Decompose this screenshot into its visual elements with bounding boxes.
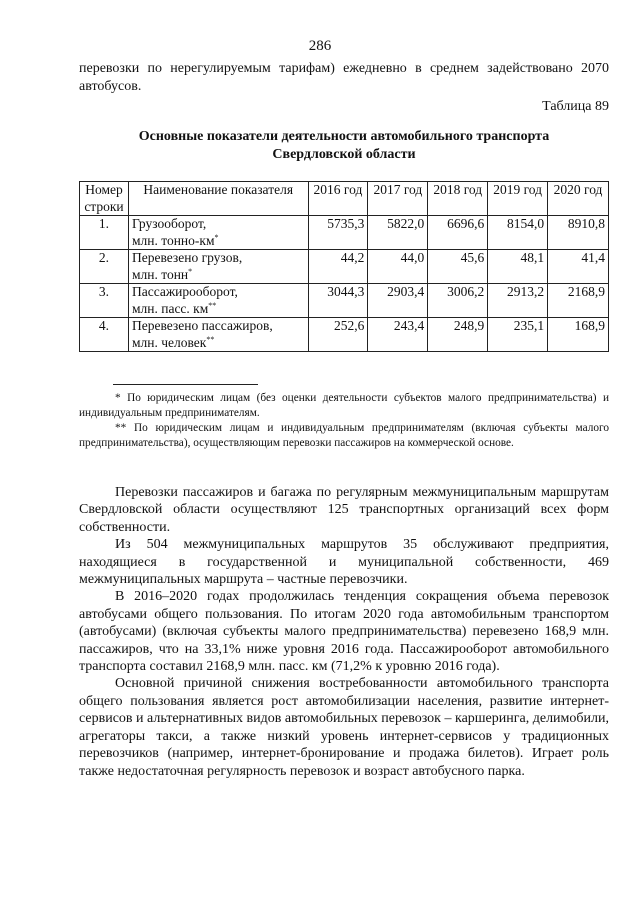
footnote-2: ** По юридическим лицам и индивидуальным предпринимателям (включая субъекты малого предпринимательства), осуществляющим перевозки пассажиров на коммерческой основе. (79, 422, 609, 449)
table-row (80, 216, 609, 250)
indicator-name-cell (128, 318, 308, 352)
value-cell: 44,0 (368, 250, 428, 284)
body-paragraph: В 2016–2020 годах продолжилась тенденция сокращения объема перевозок автобусами общего пользования. По итогам 2020 года автомобильным транспортом (автобусами) (включая субъекты малого предпринимательства) перевезено 168,9 млн. пассажиров, что на 33,1% ниже уровня 2016 года. Пассажирооборот автомобильного транспорта составил 2168,9 млн. пасс. км (71,2% к уровню 2016 года). (79, 589, 609, 675)
value-cell: 6696,6 (428, 216, 488, 250)
table-title (79, 128, 609, 164)
indicator-unit-line (132, 335, 305, 352)
value-cell: 2168,9 (548, 284, 609, 318)
header-year: 2016 год (308, 182, 368, 216)
body-paragraph: Из 504 межмуниципальных маршрутов 35 обслуживают предприятия, находящиеся в государственной и муниципальной собственности, 469 межмуниципальных маршрута – частные перевозчики. (79, 537, 609, 588)
row-number-cell: 2. (80, 250, 129, 284)
table-title-line-2: Свердловской области (272, 147, 416, 162)
header-year: 2017 год (368, 182, 428, 216)
indicator-name-cell (128, 216, 308, 250)
value-cell: 2913,2 (488, 284, 548, 318)
indicator-name-cell (128, 250, 308, 284)
indicator-name: Перевезено грузов, (131, 250, 243, 265)
indicator-unit-line (132, 301, 305, 318)
table-number: Таблица 89 (542, 99, 609, 114)
value-cell: 243,4 (368, 318, 428, 352)
table-row (80, 250, 609, 284)
value-cell: 44,2 (308, 250, 368, 284)
value-cell: 45,6 (428, 250, 488, 284)
footnotes (79, 391, 609, 451)
footnote-mark: * (214, 232, 219, 242)
table-row (80, 318, 609, 352)
value-cell: 48,1 (488, 250, 548, 284)
row-number-cell: 4. (80, 318, 129, 352)
row-number-cell: 1. (80, 216, 129, 250)
body-paragraph: Перевозки пассажиров и багажа по регулярным межмуниципальным маршрутам Свердловской области осуществляют 125 транспортных организаций всех форм собственности. (79, 485, 609, 535)
header-year: 2020 год (548, 182, 609, 216)
indicator-name-cell (128, 284, 308, 318)
header-year: 2018 год (428, 182, 488, 216)
indicator-name: Перевезено пассажиров, (131, 318, 273, 333)
body-paragraph: Основной причиной снижения востребованности автомобильного транспорта общего пользования является рост автомобилизации населения, развитие интернет-сервисов и альтернативных видов автомобильных перевозок – каршеринга, делимобили, агрегаторы такси, а также низкий уровень интернет-сервисов у традиционных перевозчиков (например, интернет-бронирование и продажа билетов). Играет роль также недостаточная регулярность перевозок и возраст автобусного парка. (79, 676, 609, 779)
value-cell: 5822,0 (368, 216, 428, 250)
table-title-line-1: Основные показатели деятельности автомобильного транспорта (138, 129, 550, 144)
value-cell: 2903,4 (368, 284, 428, 318)
indicator-unit: млн. человек (131, 334, 207, 350)
indicator-name: Грузооборот, (131, 216, 207, 231)
value-cell: 3044,3 (308, 284, 368, 318)
header-row-number: Номер строки (80, 182, 129, 216)
footnote-mark: * (188, 266, 193, 276)
value-cell: 248,9 (428, 318, 488, 352)
header-year: 2019 год (488, 182, 548, 216)
indicator-unit: млн. тонн (131, 266, 189, 282)
value-cell: 8154,0 (488, 216, 548, 250)
indicators-table (79, 181, 609, 352)
value-cell: 252,6 (308, 318, 368, 352)
indicator-unit-line (132, 267, 305, 284)
table-row (80, 284, 609, 318)
value-cell: 235,1 (488, 318, 548, 352)
page-number: 286 (308, 38, 332, 54)
footnote-divider (113, 384, 258, 385)
indicator-unit: млн. пасс. км (131, 300, 209, 316)
footnote-mark: ** (208, 300, 217, 310)
indicator-unit: млн. тонно-км (131, 232, 215, 248)
table-header-row (80, 182, 609, 216)
indicator-name: Пассажирооборот, (131, 284, 238, 299)
value-cell: 168,9 (548, 318, 609, 352)
intro-paragraph: перевозки по нерегулируемым тарифам) ежедневно в среднем задействовано 2070 автобусов. (79, 61, 609, 94)
value-cell: 3006,2 (428, 284, 488, 318)
indicator-unit-line (132, 233, 305, 250)
row-number-cell: 3. (80, 284, 129, 318)
value-cell: 41,4 (548, 250, 609, 284)
value-cell: 8910,8 (548, 216, 609, 250)
value-cell: 5735,3 (308, 216, 368, 250)
footnote-1: * По юридическим лицам (без оценки деятельности субъектов малого предпринимательства) и индивидуальным предпринимателям. (79, 392, 609, 419)
body-text (79, 484, 609, 780)
footnote-mark: ** (206, 334, 215, 344)
header-indicator: Наименование показателя (128, 182, 308, 216)
